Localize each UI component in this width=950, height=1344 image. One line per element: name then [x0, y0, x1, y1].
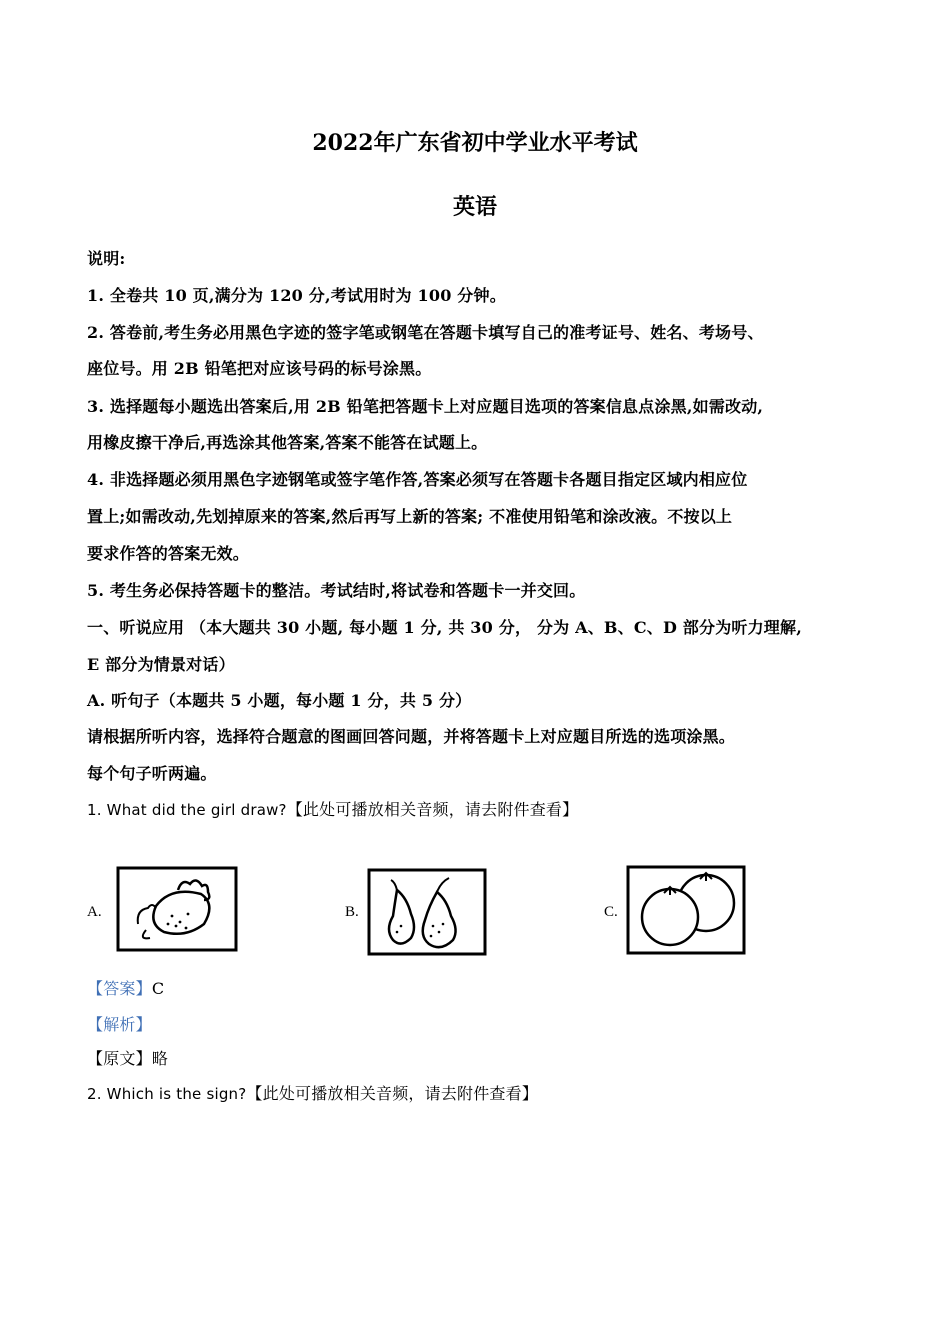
question-2-text: 2. Which is the sign?: [87, 1085, 247, 1103]
instruction-line: 4. 非选择题必须用黑色字迹钢笔或签字笔作答,答案必须写在答题卡各题目指定区域内相应位: [87, 470, 748, 489]
exam-title: 2022年广东省初中学业水平考试: [312, 130, 638, 156]
section-heading: 一、听说应用 （本大题共 30 小题, 每小题 1 分, 共 30 分， 分为 A、B、C、D 部分为听力理解,: [87, 618, 802, 637]
question-1-text: 1. What did the girl draw?: [87, 801, 287, 819]
pears-icon: [367, 868, 487, 956]
option-c-label: C.: [604, 904, 618, 920]
answer-tag: 【答案】: [87, 979, 152, 998]
instruction-line: 置上;如需改动,先划掉原来的答案,然后再写上新的答案; 不准使用铅笔和涂改液。不按以上: [87, 507, 733, 526]
option-a-label: A.: [87, 904, 102, 920]
instruction-line: 用橡皮擦干净后,再选涂其他答案,答案不能答在试题上。: [87, 433, 488, 452]
original-value: 略: [151, 1049, 169, 1068]
strawberries-icon: [116, 866, 238, 952]
original-line: [87, 1046, 168, 1069]
directions-line: 每个句子听两遍。: [87, 764, 217, 783]
tomatoes-icon: [626, 865, 746, 955]
original-tag: 【原文】: [87, 1049, 152, 1068]
instruction-line: 2. 答卷前,考生务必用黑色字迹的签字笔或钢笔在答题卡填写自己的准考证号、姓名、考场号、: [87, 323, 764, 342]
instruction-line: 座位号。用 2B 铅笔把对应该号码的标号涂黑。: [87, 359, 432, 378]
answer-value: C: [151, 979, 165, 998]
part-a-heading: A. 听句子（本题共 5 小题，每小题 1 分，共 5 分）: [87, 691, 472, 710]
audio-note: 【此处可播放相关音频，请去附件查看】: [246, 1084, 539, 1103]
directions-line: 请根据所听内容，选择符合题意的图画回答问题，并将答题卡上对应题目所选的选项涂黑。: [87, 727, 736, 746]
question-1: [87, 797, 578, 820]
instruction-line: 1. 全卷共 10 页,满分为 120 分,考试用时为 100 分钟。: [87, 286, 506, 305]
analysis-tag: 【解析】: [87, 1015, 152, 1034]
subject-title: 英语: [452, 194, 497, 220]
instructions-heading: 说明:: [87, 249, 126, 268]
section-heading-cont: E 部分为情景对话）: [87, 655, 235, 674]
option-b-label: B.: [345, 904, 359, 920]
instruction-line: 要求作答的答案无效。: [87, 544, 250, 563]
instruction-line: 5. 考生务必保持答题卡的整洁。考试结时,将试卷和答题卡一并交回。: [87, 581, 586, 600]
analysis-line: [87, 1012, 152, 1035]
answer-line: [87, 976, 164, 999]
instruction-line: 3. 选择题每小题选出答案后,用 2B 铅笔把答题卡上对应题目选项的答案信息点涂黑,如需改动,: [87, 397, 764, 416]
audio-note: 【此处可播放相关音频，请去附件查看】: [286, 800, 579, 819]
question-2: [87, 1081, 538, 1104]
